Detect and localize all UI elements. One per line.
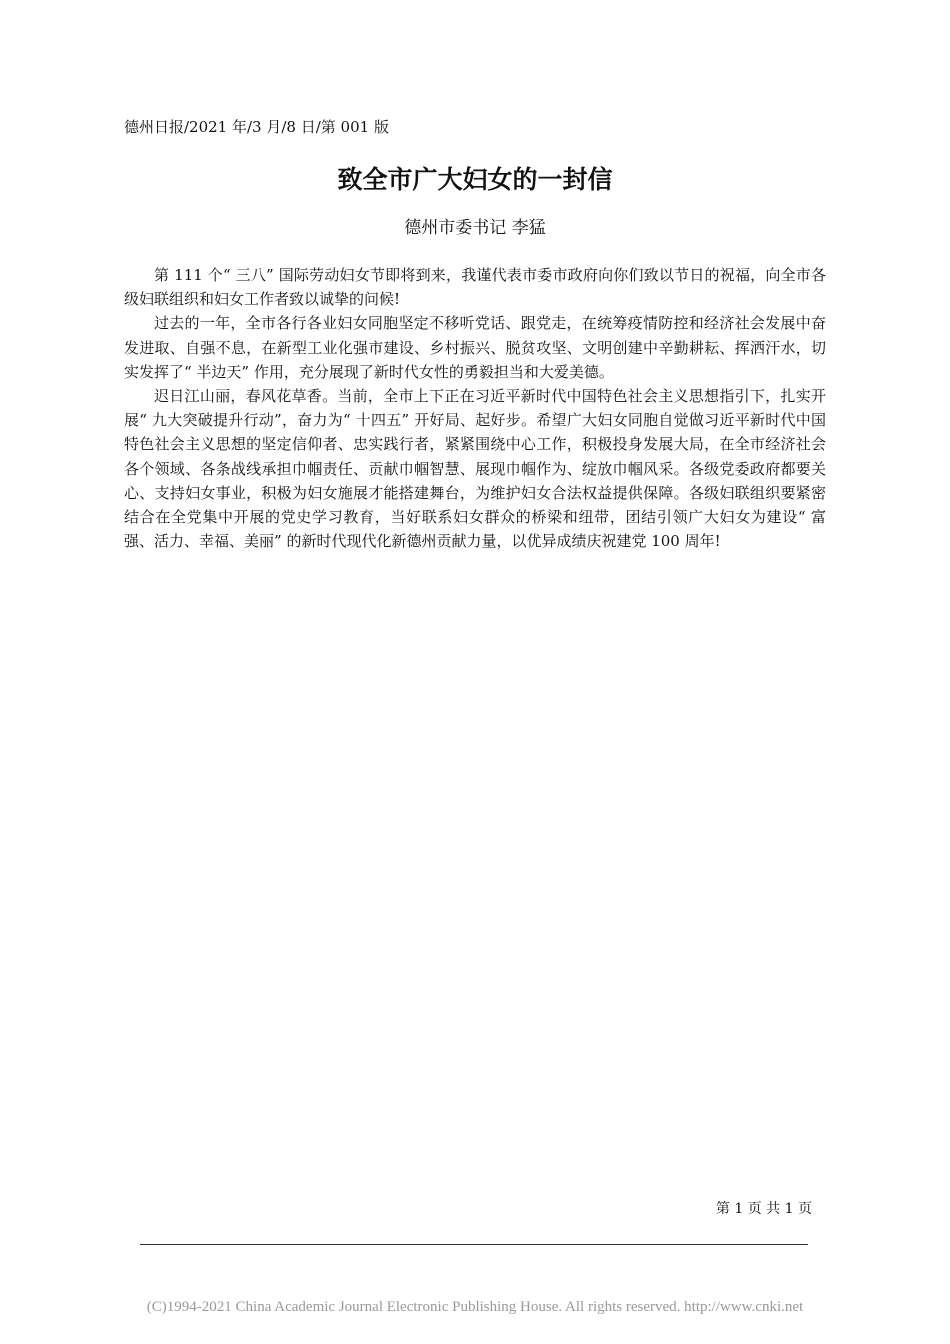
- article-author: 德州市委书记 李猛: [404, 218, 546, 238]
- paragraph-3: 迟日江山丽，春风花草香。当前，全市上下正在习近平新时代中国特色社会主义思想指引下，扎实开展“ 九大突破提升行动”，奋力为“ 十四五” 开好局、起好步。希望广大妇女同胞自觉做习近平新时代中国特色社会主义思想的坚定信仰者、忠实践行者，紧紧围绕中心工作，积极投身发展大局，在全市经济社会各个领域、各条战线承担巾帼责任、贡献巾帼智慧、展现巾帼作为、绽放巾帼风采。各级党委政府都要关心、支持妇女事业，积极为妇女施展才能搭建舞台，为维护妇女合法权益提供保障。各级妇联组织要紧密结合在全党集中开展的党史学习教育，当好联系妇女群众的桥梁和纽带，团结引领广大妇女为建设“ 富强、活力、幸福、美丽” 的新时代现代化新德州贡献力量，以优异成绩庆祝建党 100 周年!: [124, 387, 826, 551]
- article-body: [124, 263, 826, 553]
- footer-divider: [140, 1244, 808, 1245]
- article-title: 致全市广大妇女的一封信: [337, 165, 613, 194]
- paragraph-2: 过去的一年，全市各行各业妇女同胞坚定不移听党话、跟党走，在统筹疫情防控和经济社会发展中奋发进取、自强不息，在新型工业化强市建设、乡村振兴、脱贫攻坚、文明创建中辛勤耕耘、挥洒汗水，切实发挥了“ 半边天” 作用，充分展现了新时代女性的勇毅担当和大爱美德。: [124, 314, 826, 381]
- paragraph-1: 第 111 个“ 三八” 国际劳动妇女节即将到来，我谨代表市委市政府向你们致以节日的祝福，向全市各级妇联组织和妇女工作者致以诚挚的问候!: [124, 266, 826, 309]
- publication-source: 德州日报/2021 年/3 月/8 日/第 001 版: [124, 118, 389, 136]
- page-number: 第 1 页 共 1 页: [715, 1201, 812, 1217]
- copyright-notice: (C)1994-2021 China Academic Journal Electronic Publishing House. All rights reserved. http://www.cnki.net: [146, 1299, 804, 1315]
